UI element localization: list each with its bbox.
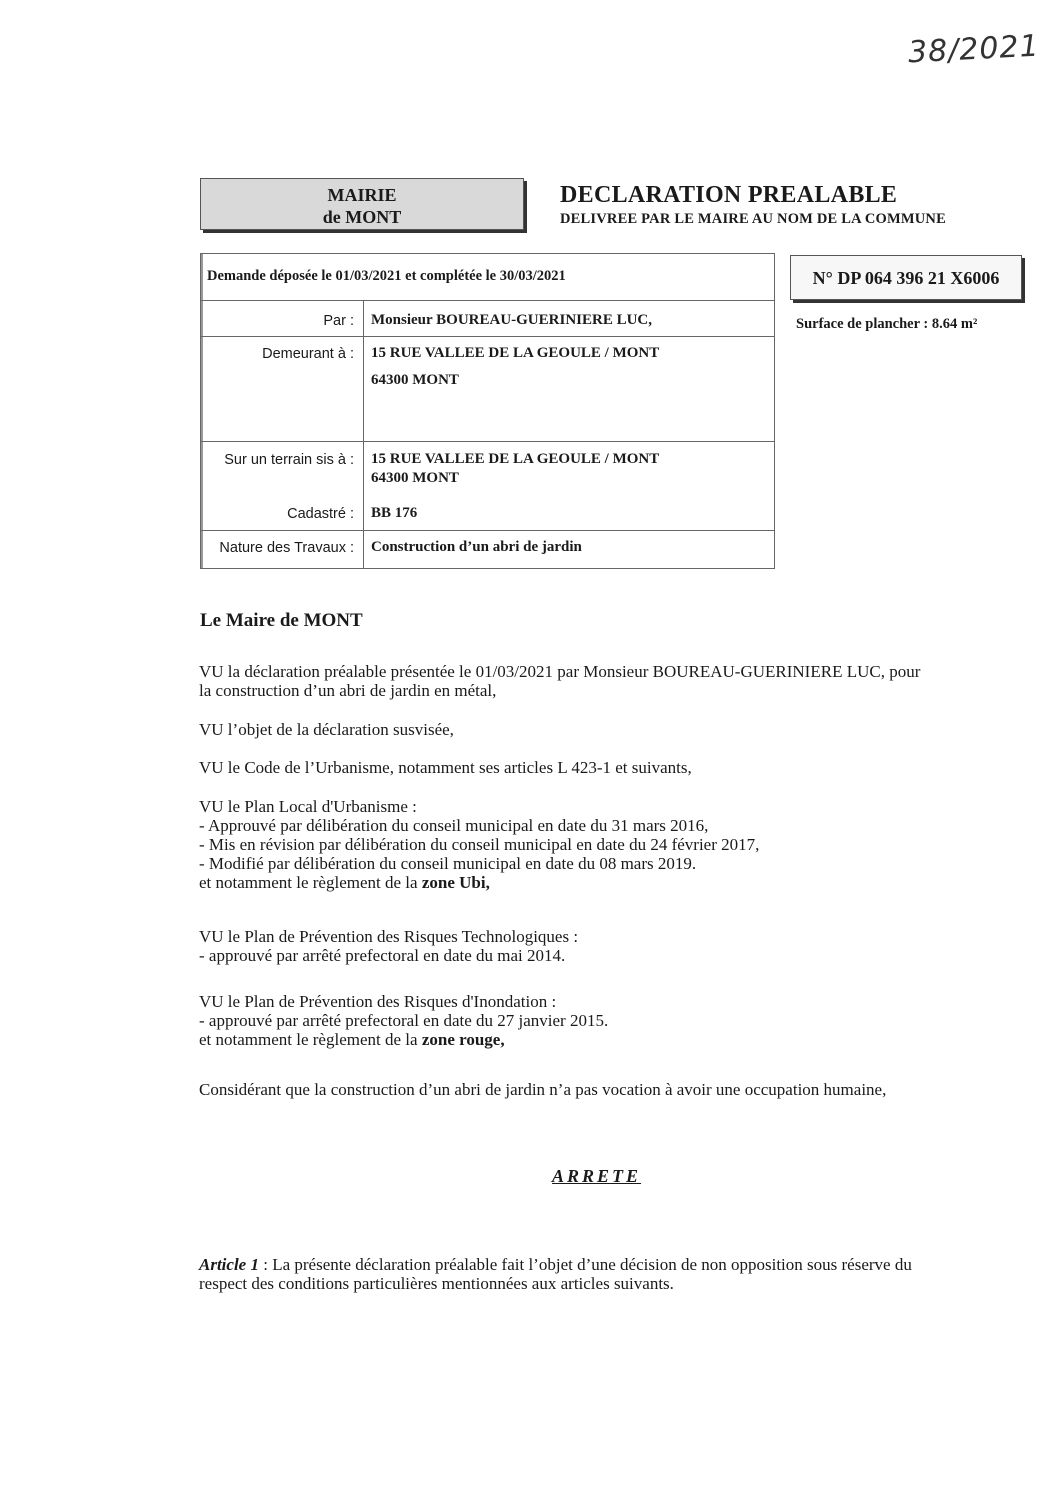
dp-number-box: N° DP 064 396 21 X6006	[790, 255, 1022, 300]
text-line: VU la déclaration préalable présentée le 01/03/2021 par Monsieur BOUREAU-GUERINIERE LUC, pour	[199, 662, 921, 681]
mairie-line2: de MONT	[322, 207, 402, 227]
table-divider	[201, 530, 774, 531]
document-title: DECLARATION PREALABLE	[560, 182, 898, 208]
text-line: VU le Plan de Prévention des Risques Technologiques :	[199, 927, 579, 946]
vu-declaration-paragraph	[199, 662, 1009, 700]
cadastre-value: BB 176	[371, 505, 418, 521]
par-value: Monsieur BOUREAU-GUERINIERE LUC,	[371, 312, 653, 328]
vu-pprt-paragraph	[199, 927, 1009, 965]
zone-rouge: zone rouge,	[421, 1030, 505, 1049]
vu-ppri-paragraph	[199, 992, 1009, 1049]
mairie-box	[200, 178, 524, 230]
text-line	[199, 873, 1009, 892]
table-divider	[201, 336, 774, 337]
text-line	[199, 1030, 1009, 1049]
text-line	[199, 1255, 1009, 1274]
text-fragment: : La présente déclaration préalable fait l’objet d’une décision de non opposition sous réserve du	[258, 1255, 912, 1274]
nature-label: Nature des Travaux :	[219, 540, 354, 556]
text-line: - approuvé par arrêté prefectoral en date du 27 janvier 2015.	[199, 1011, 609, 1030]
terrain-line2: 64300 MONT	[371, 470, 459, 486]
text-fragment: et notamment le règlement de la	[199, 1030, 422, 1049]
demeurant-line2: 64300 MONT	[371, 372, 459, 388]
arrete-heading: ARRETE	[552, 1166, 642, 1186]
text-line: Considérant que la construction d’un abri de jardin n’a pas vocation à avoir une occupation humaine,	[199, 1080, 887, 1099]
text-line: VU le Plan Local d'Urbanisme :	[199, 797, 417, 816]
table-column-divider	[363, 300, 364, 568]
vu-code-paragraph	[199, 758, 1009, 777]
maire-heading: Le Maire de MONT	[200, 610, 363, 631]
nature-value: Construction d’un abri de jardin	[371, 539, 582, 555]
text-line: - Modifié par délibération du conseil municipal en date du 08 mars 2019.	[199, 854, 697, 873]
table-divider	[201, 300, 774, 301]
text-fragment: et notamment le règlement de la	[199, 873, 422, 892]
cadastre-label: Cadastré :	[287, 506, 354, 522]
text-line: VU le Plan de Prévention des Risques d'Inondation :	[199, 992, 557, 1011]
demeurant-label: Demeurant à :	[262, 346, 354, 362]
vu-objet-paragraph	[199, 720, 1009, 739]
handwritten-reference: 38/2021	[907, 28, 1041, 71]
text-line: la construction d’un abri de jardin en métal,	[199, 681, 497, 700]
text-line: respect des conditions particulières mentionnées aux articles suivants.	[199, 1274, 674, 1293]
terrain-line1: 15 RUE VALLEE DE LA GEOULE / MONT	[371, 451, 660, 467]
text-line: VU le Code de l’Urbanisme, notamment ses articles L 423-1 et suivants,	[199, 758, 692, 777]
considerant-paragraph	[199, 1080, 1009, 1099]
table-divider	[201, 441, 774, 442]
text-line: - approuvé par arrêté prefectoral en date du mai 2014.	[199, 946, 566, 965]
application-info-table	[200, 253, 775, 569]
text-line: - Mis en révision par délibération du conseil municipal en date du 24 février 2017,	[199, 835, 760, 854]
demeurant-line1: 15 RUE VALLEE DE LA GEOULE / MONT	[371, 345, 660, 361]
demande-date: Demande déposée le 01/03/2021 et complétée le 30/03/2021	[207, 268, 566, 284]
text-line: - Approuvé par délibération du conseil municipal en date du 31 mars 2016,	[199, 816, 709, 835]
text-line: VU l’objet de la déclaration susvisée,	[199, 720, 454, 739]
zone-ubi: zone Ubi,	[421, 873, 490, 892]
article-1-paragraph	[199, 1255, 1009, 1293]
vu-plu-paragraph	[199, 797, 1009, 892]
surface-plancher: Surface de plancher : 8.64 m²	[796, 316, 978, 332]
article-1-label: Article 1	[199, 1255, 259, 1274]
mairie-line1: MAIRIE	[327, 185, 397, 205]
par-label: Par :	[323, 313, 354, 329]
document-subtitle: DELIVREE PAR LE MAIRE AU NOM DE LA COMMUNE	[560, 211, 946, 227]
terrain-label: Sur un terrain sis à :	[224, 452, 354, 468]
